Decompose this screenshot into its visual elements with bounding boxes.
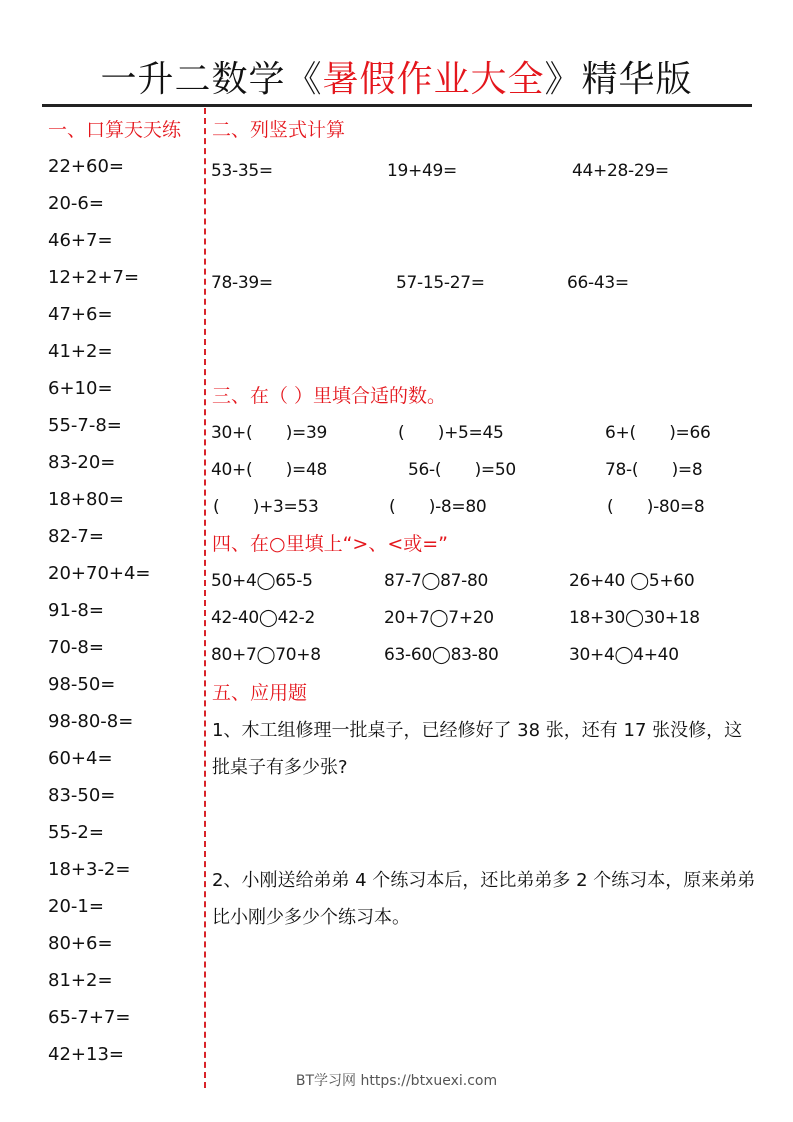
fill-blank-item: ( )-8=80	[389, 497, 487, 517]
list-item: 83-50=	[48, 785, 116, 806]
section5-title: 五、应用题	[212, 682, 308, 704]
fill-blank-item: ( )-80=8	[607, 497, 705, 517]
vertical-calc-item: 66-43=	[567, 273, 629, 293]
list-item: 18+3-2=	[48, 859, 131, 880]
vertical-calc-item: 53-35=	[211, 161, 273, 181]
list-item: 20-1=	[48, 896, 104, 917]
fill-blank-item: 30+( )=39	[211, 423, 328, 443]
list-item: 12+2+7=	[48, 267, 140, 288]
compare-item: 30+4◯4+40	[569, 645, 679, 665]
vertical-calc-item: 44+28-29=	[572, 161, 669, 181]
list-item: 98-80-8=	[48, 711, 134, 732]
compare-item: 63-60◯83-80	[384, 645, 499, 665]
compare-item: 18+30◯30+18	[569, 608, 700, 628]
list-item: 20+70+4=	[48, 563, 151, 584]
list-item: 46+7=	[48, 230, 113, 251]
compare-item: 87-7◯87-80	[384, 571, 489, 591]
vertical-calc-item: 19+49=	[387, 161, 457, 181]
footer-watermark: BT学习网 https://btxuexi.com	[295, 1073, 498, 1089]
list-item: 42+13=	[48, 1044, 124, 1065]
list-item: 81+2=	[48, 970, 113, 991]
fill-blank-item: 56-( )=50	[408, 460, 516, 480]
fill-blank-item: 6+( )=66	[605, 423, 711, 443]
list-item: 55-2=	[48, 822, 104, 843]
list-item: 65-7+7=	[48, 1007, 131, 1028]
fill-blank-item: 78-( )=8	[605, 460, 703, 480]
list-item: 47+6=	[48, 304, 113, 325]
list-item: 55-7-8=	[48, 415, 122, 436]
list-item: 41+2=	[48, 341, 113, 362]
vertical-calc-item: 57-15-27=	[396, 273, 485, 293]
list-item: 60+4=	[48, 748, 113, 769]
compare-item: 50+4◯65-5	[211, 571, 313, 591]
compare-item: 26+40 ◯5+60	[569, 571, 695, 591]
fill-blank-item: ( )+5=45	[398, 423, 504, 443]
list-item: 70-8=	[48, 637, 104, 658]
compare-item: 80+7◯70+8	[211, 645, 321, 665]
title-prefix: 一升二数学《	[100, 59, 323, 100]
column-divider	[204, 108, 206, 1088]
list-item: 6+10=	[48, 378, 113, 399]
word-problem-2: 2、小刚送给弟弟 4 个练习本后，还比弟弟多 2 个练习本，原来弟弟比小刚少多少个练习本。	[212, 870, 756, 928]
title-highlight: 暑假作业大全	[322, 59, 545, 100]
list-item: 98-50=	[48, 674, 116, 695]
list-item: 82-7=	[48, 526, 104, 547]
compare-item: 20+7◯7+20	[384, 608, 494, 628]
vertical-calc-item: 78-39=	[211, 273, 273, 293]
word-problem-1: 1、木工组修理一批桌子，已经修好了 38 张，还有 17 张没修，这批桌子有多少张?	[212, 720, 743, 778]
fill-blank-item: 40+( )=48	[211, 460, 328, 480]
title-underline	[42, 104, 752, 107]
fill-blank-item: ( )+3=53	[213, 497, 319, 517]
section2-title: 二、列竖式计算	[212, 119, 346, 141]
list-item: 80+6=	[48, 933, 113, 954]
title-suffix: 》精华版	[544, 59, 693, 100]
list-item: 91-8=	[48, 600, 104, 621]
list-item: 83-20=	[48, 452, 116, 473]
compare-item: 42-40◯42-2	[211, 608, 316, 628]
list-item: 22+60=	[48, 156, 124, 177]
list-item: 18+80=	[48, 489, 124, 510]
list-item: 20-6=	[48, 193, 104, 214]
section1-title: 一、口算天天练	[48, 119, 182, 141]
section4-title: 四、在○里填上“>、<或=”	[212, 533, 449, 555]
page-title	[0, 58, 793, 102]
section3-title: 三、在（ ）里填合适的数。	[212, 385, 447, 407]
